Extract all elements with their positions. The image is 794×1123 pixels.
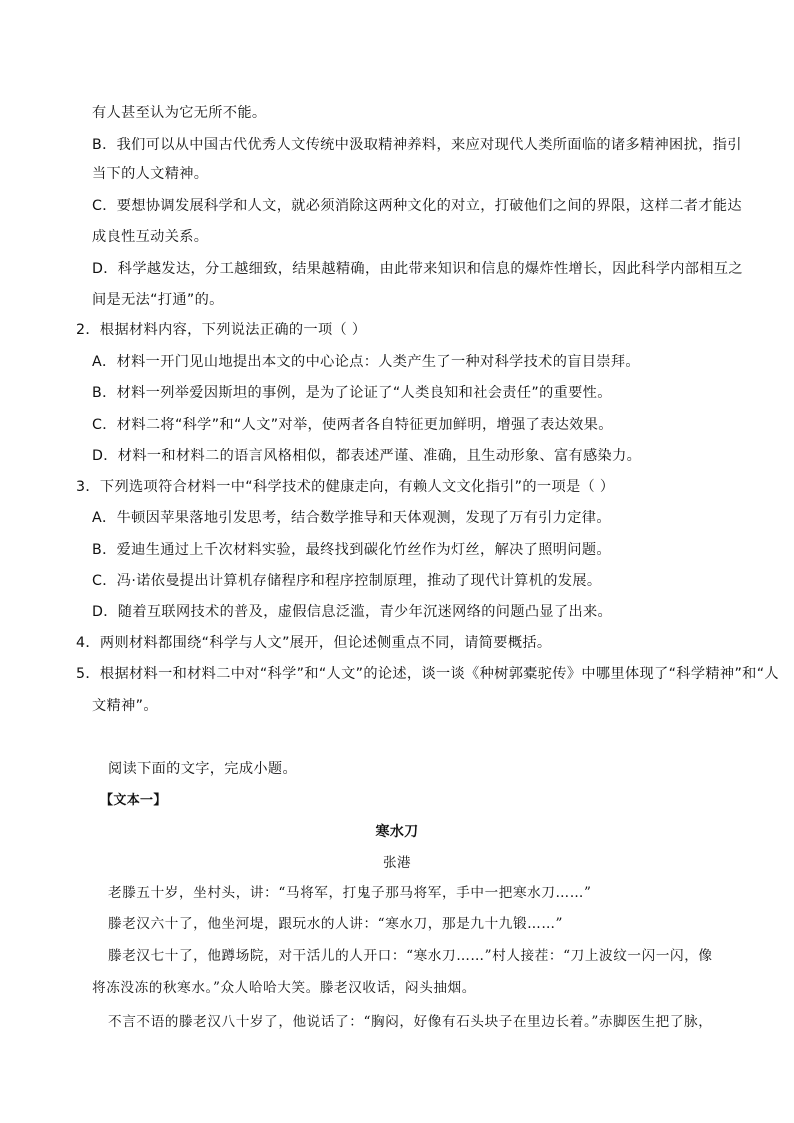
q1-option-a-continuation: 有人甚至认为它无所不能。: [92, 105, 267, 121]
q2-option-a: A．材料一开门见山地提出本文的中心论点：人类产生了一种对科学技术的盲目崇拜。: [92, 354, 640, 370]
q3-option-b: B．爱迪生通过上千次材料实验，最终找到碳化竹丝作为灯丝，解决了照明问题。: [92, 542, 611, 558]
q1-option-b-line1: B．我们可以从中国古代优秀人文传统中汲取精神养料，来应对现代人类所面临的诸多精神困扰，指引: [92, 137, 742, 153]
story-paragraph-4: 不言不语的滕老汉八十岁了，他说话了：“胸闷，好像有石头块子在里边长着。”赤脚医生把了脉，: [108, 1014, 713, 1030]
story-title: 寒水刀: [375, 824, 419, 840]
text-one-label: 【文本一】: [100, 793, 167, 808]
story-paragraph-1: 老滕五十岁，坐村头，讲：“马将军，打鬼子那马将军，手中一把寒水刀……”: [108, 885, 592, 901]
q4-stem: 4．两则材料都围绕“科学与人文”展开，但论述侧重点不同，请简要概括。: [76, 635, 552, 651]
q2-option-b: B．材料一列举爱因斯坦的事例，是为了论证了“人类良知和社会责任”的重要性。: [92, 385, 612, 401]
q1-option-d-line2: 间是无法“打通”的。: [92, 292, 224, 308]
q2-option-c: C．材料二将“科学”和“人文”对举，使两者各自特征更加鲜明，增强了表达效果。: [92, 417, 613, 433]
q3-option-c: C．冯·诺依曼提出计算机存储程序和程序控制原理，推动了现代计算机的发展。: [92, 573, 602, 589]
q5-stem-line1: 5．根据材料一和材料二中对“科学”和“人文”的论述，谈一谈《种树郭橐驼传》中哪里体现了“科学精神”和“人: [76, 666, 779, 682]
story-author: 张港: [383, 855, 411, 871]
story-paragraph-3-line1: 滕老汉七十了，他蹲场院，对干活儿的人开口：“寒水刀……”村人接茬：“刀上波纹一闪一闪，像: [108, 948, 713, 964]
q3-stem: 3．下列选项符合材料一中“科学技术的健康走向，有赖人文文化指引”的一项是（ ）: [76, 479, 615, 495]
q1-option-c-line1: C．要想协调发展科学和人文，就必须消除这两种文化的对立，打破他们之间的界限，这样二者才能达: [92, 198, 742, 214]
q1-option-c-line2: 成良性互动关系。: [92, 229, 209, 245]
reading-instruction: 阅读下面的文字，完成小题。: [108, 761, 297, 777]
q3-option-d: D．随着互联网技术的普及，虚假信息泛滥，青少年沉迷网络的问题凸显了出来。: [92, 604, 613, 620]
q1-option-d-line1: D．科学越发达，分工越细致，结果越精确，由此带来知识和信息的爆炸性增长，因此科学内部相互之: [92, 261, 743, 277]
q1-option-b-line2: 当下的人文精神。: [92, 166, 209, 182]
story-paragraph-2: 滕老汉六十了，他坐河堤，跟玩水的人讲：“寒水刀，那是九十九锻……”: [108, 916, 564, 932]
q2-stem: 2．根据材料内容，下列说法正确的一项（ ）: [76, 322, 367, 338]
q3-option-a: A．牛顿因苹果落地引发思考，结合数学推导和天体观测，发现了万有引力定律。: [92, 510, 611, 526]
q2-option-d: D．材料一和材料二的语言风格相似，都表述严谨、准确，且生动形象、富有感染力。: [92, 448, 642, 464]
q5-stem-line2: 文精神”。: [92, 698, 158, 714]
story-paragraph-3-line2: 将冻没冻的秋寒水。”众人哈哈大笑。滕老汉收话，闷头抽烟。: [92, 980, 476, 996]
